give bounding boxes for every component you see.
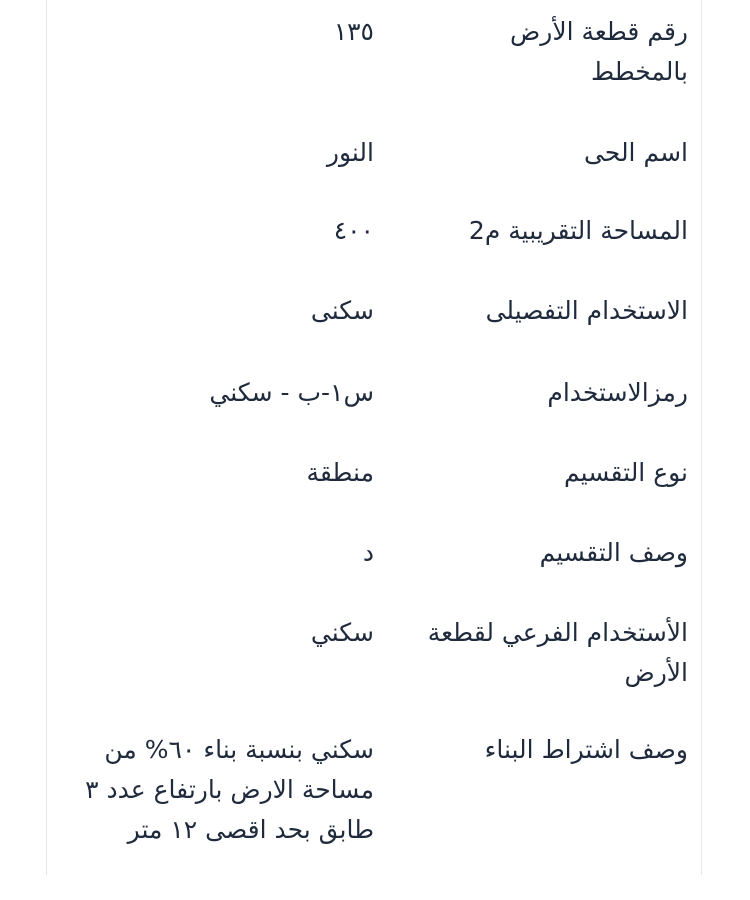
label-detailed-use: الاستخدام التفصيلى	[485, 296, 688, 325]
label-district-name: اسم الحى	[583, 138, 688, 167]
label-approx-area: المساحة التقريبية م2	[468, 216, 688, 245]
value-plot-number: ١٣٥	[333, 17, 374, 46]
label-sub-use: الأستخدام الفرعي لقطعة الأرض	[427, 618, 688, 687]
value-sub-use: سكني	[310, 618, 374, 647]
label-building-requirement: وصف اشتراط البناء	[484, 735, 688, 764]
label-plot-number: رقم قطعة الأرض بالمخطط	[510, 17, 688, 86]
label-division-type: نوع التقسيم	[564, 458, 688, 487]
label-division-description: وصف التقسيم	[539, 538, 688, 567]
value-building-requirement: سكني بنسبة بناء ٦٠% من مساحة الارض بارتفاع عدد ٣ طابق بحد اقصى ١٢ متر	[85, 735, 374, 844]
value-approx-area: ٤٠٠	[333, 216, 374, 245]
label-use-code: رمزالاستخدام	[547, 378, 688, 407]
value-detailed-use: سكنى	[310, 296, 374, 325]
value-division-type: منطقة	[306, 458, 374, 487]
value-use-code: س١-ب - سكني	[209, 378, 374, 407]
value-district-name: النور	[326, 138, 374, 167]
value-division-description: د	[362, 538, 374, 567]
